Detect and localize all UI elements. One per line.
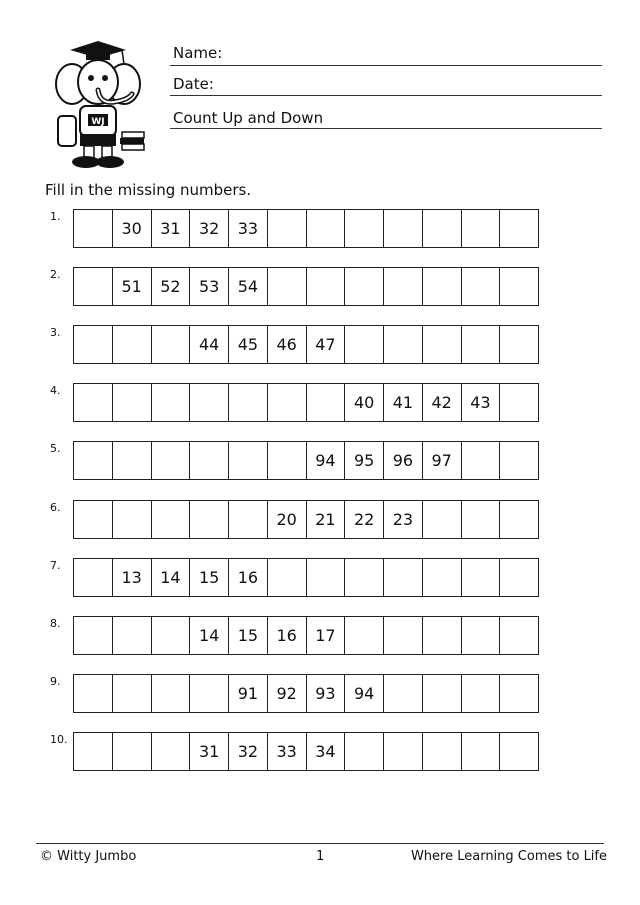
number-row-6 xyxy=(73,500,539,539)
row-number: 4. xyxy=(50,384,61,398)
blank-answer-cell[interactable] xyxy=(267,384,306,421)
row-number: 1. xyxy=(50,210,61,223)
blank-answer-cell[interactable] xyxy=(189,442,228,479)
number-cell: 16 xyxy=(267,617,306,654)
blank-answer-cell[interactable] xyxy=(499,326,538,363)
blank-answer-cell[interactable] xyxy=(499,210,538,247)
blank-answer-cell[interactable] xyxy=(267,268,306,305)
blank-answer-cell[interactable] xyxy=(112,675,151,712)
blank-answer-cell[interactable] xyxy=(499,501,538,538)
blank-answer-cell[interactable] xyxy=(499,675,538,712)
number-cell: 92 xyxy=(267,675,306,712)
blank-answer-cell[interactable] xyxy=(344,733,383,770)
number-row-10 xyxy=(73,732,539,771)
blank-answer-cell[interactable] xyxy=(151,326,190,363)
number-cell: 94 xyxy=(344,675,383,712)
number-row-3 xyxy=(73,325,539,364)
number-cell: 96 xyxy=(383,442,422,479)
row-number: 2. xyxy=(50,268,61,282)
blank-answer-cell[interactable] xyxy=(74,501,112,538)
blank-answer-cell[interactable] xyxy=(499,617,538,654)
blank-answer-cell[interactable] xyxy=(383,675,422,712)
row-number: 8. xyxy=(50,616,61,630)
number-cell: 95 xyxy=(344,442,383,479)
number-cell: 16 xyxy=(228,559,267,596)
blank-answer-cell[interactable] xyxy=(461,442,500,479)
blank-answer-cell[interactable] xyxy=(422,501,461,538)
number-row-9 xyxy=(73,674,539,713)
row-number: 3. xyxy=(50,326,61,340)
blank-answer-cell[interactable] xyxy=(344,268,383,305)
number-cell: 93 xyxy=(306,675,345,712)
blank-answer-cell[interactable] xyxy=(74,675,112,712)
elephant-mascot-image xyxy=(48,38,148,170)
blank-answer-cell[interactable] xyxy=(151,442,190,479)
name-line[interactable] xyxy=(170,65,602,66)
blank-answer-cell[interactable] xyxy=(422,559,461,596)
row-number: 6. xyxy=(50,500,61,514)
number-cell: 13 xyxy=(112,559,151,596)
blank-answer-cell[interactable] xyxy=(344,326,383,363)
number-cell: 54 xyxy=(228,268,267,305)
number-row-5 xyxy=(73,441,539,480)
worksheet-title: Count Up and Down xyxy=(173,109,324,127)
date-label: Date: xyxy=(173,75,214,93)
blank-answer-cell[interactable] xyxy=(112,384,151,421)
number-row-1 xyxy=(73,209,539,248)
blank-answer-cell[interactable] xyxy=(461,617,500,654)
blank-answer-cell[interactable] xyxy=(151,617,190,654)
blank-answer-cell[interactable] xyxy=(383,617,422,654)
blank-answer-cell[interactable] xyxy=(383,733,422,770)
blank-answer-cell[interactable] xyxy=(74,268,112,305)
blank-answer-cell[interactable] xyxy=(499,733,538,770)
blank-answer-cell[interactable] xyxy=(499,384,538,421)
number-cell: 53 xyxy=(189,268,228,305)
blank-answer-cell[interactable] xyxy=(499,442,538,479)
blank-answer-cell[interactable] xyxy=(267,210,306,247)
mascot-shirt-text: WJ xyxy=(91,117,105,127)
number-cell: 14 xyxy=(151,559,190,596)
blank-answer-cell[interactable] xyxy=(74,733,112,770)
blank-answer-cell[interactable] xyxy=(499,559,538,596)
number-cell: 32 xyxy=(228,733,267,770)
number-cell: 40 xyxy=(344,384,383,421)
footer-tagline: Where Learning Comes to Life xyxy=(410,849,607,864)
number-cell: 46 xyxy=(267,326,306,363)
number-cell: 15 xyxy=(189,559,228,596)
number-cell: 34 xyxy=(306,733,345,770)
blank-answer-cell[interactable] xyxy=(306,384,345,421)
blank-answer-cell[interactable] xyxy=(383,210,422,247)
number-cell: 44 xyxy=(189,326,228,363)
blank-answer-cell[interactable] xyxy=(344,617,383,654)
blank-answer-cell[interactable] xyxy=(112,442,151,479)
blank-answer-cell[interactable] xyxy=(499,268,538,305)
number-cell: 22 xyxy=(344,501,383,538)
blank-answer-cell[interactable] xyxy=(461,559,500,596)
blank-answer-cell[interactable] xyxy=(228,501,267,538)
number-cell: 45 xyxy=(228,326,267,363)
number-row-8 xyxy=(73,616,539,655)
name-label: Name: xyxy=(173,44,223,62)
blank-answer-cell[interactable] xyxy=(74,210,112,247)
number-cell: 43 xyxy=(461,384,500,421)
number-cell: 31 xyxy=(151,210,190,247)
blank-answer-cell[interactable] xyxy=(344,559,383,596)
number-cell: 91 xyxy=(228,675,267,712)
blank-answer-cell[interactable] xyxy=(422,326,461,363)
blank-answer-cell[interactable] xyxy=(383,326,422,363)
blank-answer-cell[interactable] xyxy=(74,617,112,654)
number-row-7 xyxy=(73,558,539,597)
number-cell: 14 xyxy=(189,617,228,654)
blank-answer-cell[interactable] xyxy=(112,733,151,770)
blank-answer-cell[interactable] xyxy=(74,559,112,596)
blank-answer-cell[interactable] xyxy=(151,675,190,712)
number-cell: 42 xyxy=(422,384,461,421)
row-number: 9. xyxy=(50,674,61,688)
date-line[interactable] xyxy=(170,95,602,96)
number-cell: 17 xyxy=(306,617,345,654)
number-cell: 94 xyxy=(306,442,345,479)
blank-answer-cell[interactable] xyxy=(228,384,267,421)
blank-answer-cell[interactable] xyxy=(306,268,345,305)
blank-answer-cell[interactable] xyxy=(112,326,151,363)
blank-answer-cell[interactable] xyxy=(344,210,383,247)
row-number: 10. xyxy=(50,732,68,746)
blank-answer-cell[interactable] xyxy=(461,733,500,770)
title-line xyxy=(170,128,602,129)
blank-answer-cell[interactable] xyxy=(74,442,112,479)
number-cell: 33 xyxy=(228,210,267,247)
number-cell: 20 xyxy=(267,501,306,538)
blank-answer-cell[interactable] xyxy=(422,675,461,712)
number-cell: 30 xyxy=(112,210,151,247)
blank-answer-cell[interactable] xyxy=(112,501,151,538)
number-cell: 23 xyxy=(383,501,422,538)
row-number: 7. xyxy=(50,558,61,572)
number-cell: 51 xyxy=(112,268,151,305)
row-number: 5. xyxy=(50,442,61,456)
blank-answer-cell[interactable] xyxy=(189,384,228,421)
blank-answer-cell[interactable] xyxy=(306,210,345,247)
number-cell: 52 xyxy=(151,268,190,305)
blank-answer-cell[interactable] xyxy=(151,501,190,538)
blank-answer-cell[interactable] xyxy=(461,210,500,247)
number-row-2 xyxy=(73,267,539,306)
footer-copyright: © Witty Jumbo xyxy=(40,849,137,864)
number-cell: 31 xyxy=(189,733,228,770)
number-cell: 21 xyxy=(306,501,345,538)
footer-divider xyxy=(36,843,604,844)
blank-answer-cell[interactable] xyxy=(461,268,500,305)
blank-answer-cell[interactable] xyxy=(189,501,228,538)
number-cell: 33 xyxy=(267,733,306,770)
blank-answer-cell[interactable] xyxy=(422,210,461,247)
blank-answer-cell[interactable] xyxy=(189,675,228,712)
number-cell: 41 xyxy=(383,384,422,421)
instruction-text: Fill in the missing numbers. xyxy=(45,181,252,199)
blank-answer-cell[interactable] xyxy=(228,442,267,479)
number-row-4 xyxy=(73,383,539,422)
blank-answer-cell[interactable] xyxy=(422,617,461,654)
blank-answer-cell[interactable] xyxy=(112,617,151,654)
footer-page-number: 1 xyxy=(316,849,325,864)
blank-answer-cell[interactable] xyxy=(74,326,112,363)
blank-answer-cell[interactable] xyxy=(383,559,422,596)
blank-answer-cell[interactable] xyxy=(151,733,190,770)
blank-answer-cell[interactable] xyxy=(74,384,112,421)
number-cell: 47 xyxy=(306,326,345,363)
number-cell: 32 xyxy=(189,210,228,247)
blank-answer-cell[interactable] xyxy=(422,268,461,305)
blank-answer-cell[interactable] xyxy=(267,559,306,596)
number-cell: 15 xyxy=(228,617,267,654)
blank-answer-cell[interactable] xyxy=(461,501,500,538)
blank-answer-cell[interactable] xyxy=(383,268,422,305)
number-cell: 97 xyxy=(422,442,461,479)
blank-answer-cell[interactable] xyxy=(461,675,500,712)
blank-answer-cell[interactable] xyxy=(422,733,461,770)
blank-answer-cell[interactable] xyxy=(151,384,190,421)
blank-answer-cell[interactable] xyxy=(306,559,345,596)
blank-answer-cell[interactable] xyxy=(461,326,500,363)
blank-answer-cell[interactable] xyxy=(267,442,306,479)
